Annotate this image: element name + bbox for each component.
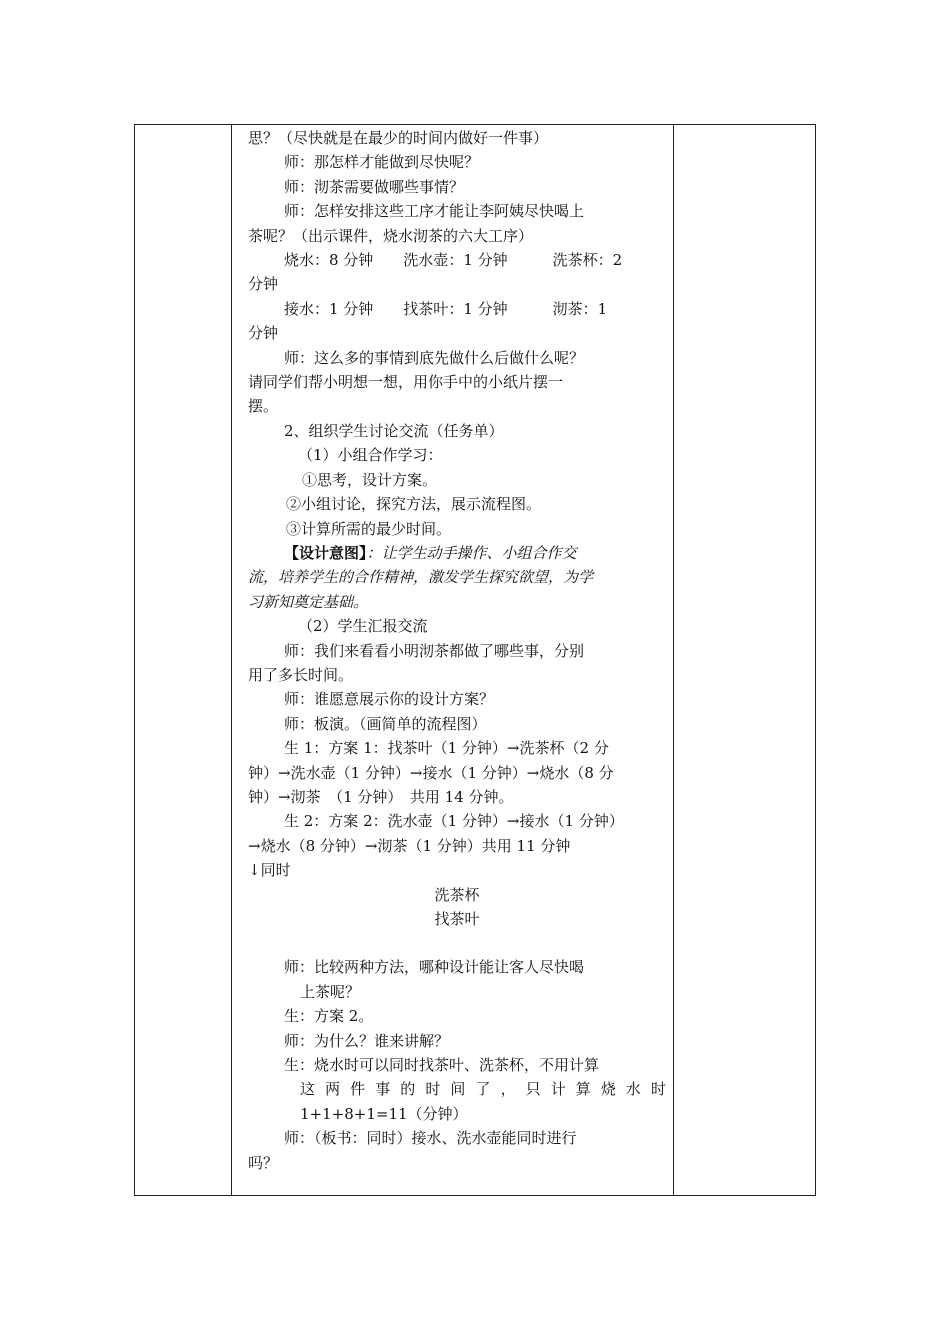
text-line: 师：这么多的事情到底先做什么后做什么呢？ bbox=[284, 348, 585, 367]
text-line: 生：烧水时可以同时找茶叶、洗茶杯，不用计算 bbox=[284, 1056, 600, 1075]
text-line: 烧水：8 分钟 洗水壶：1 分钟 洗茶杯：2 bbox=[284, 251, 623, 270]
text-line: 师：沏茶需要做哪些事情？ bbox=[284, 177, 465, 196]
text-line: 摆。 bbox=[248, 397, 279, 416]
design-intent-line: 流，培养学生的合作精神，激发学生探究欲望，为学 bbox=[248, 568, 594, 587]
flow-node: 洗茶杯 bbox=[434, 885, 480, 904]
subsection-heading: （2）学生汇报交流 bbox=[298, 617, 428, 636]
text-line: 接水：1 分钟 找茶叶：1 分钟 沏茶：1 bbox=[284, 299, 608, 318]
text-line: 师：（板书：同时）接水、洗水壶能同时进行 bbox=[284, 1129, 577, 1148]
design-intent-text: ：让学生动手操作、小组合作交 bbox=[366, 543, 577, 562]
text-line: 师：怎样安排这些工序才能让李阿姨尽快喝上 bbox=[284, 202, 585, 221]
text-line: 钟）→沏茶 （1 分钟） 共用 14 分钟。 bbox=[248, 787, 514, 806]
text-line: 师：为什么？谁来讲解？ bbox=[284, 1031, 450, 1050]
text-line: 分钟 bbox=[248, 324, 279, 343]
text-line: 用了多长时间。 bbox=[248, 665, 354, 684]
spacer bbox=[248, 931, 666, 955]
text-line: 生 2：方案 2：洗水壶（1 分钟）→接水（1 分钟） bbox=[284, 812, 624, 831]
text-line: →烧水（8 分钟）→沏茶（1 分钟）共用 11 分钟 bbox=[248, 836, 571, 855]
text-line: 师：我们来看看小明沏茶都做了哪些事，分别 bbox=[284, 641, 585, 660]
text-line: 生：方案 2。 bbox=[284, 1007, 374, 1026]
section-heading: 2、组织学生讨论交流（任务单） bbox=[284, 421, 504, 440]
text-line: ↓同时 bbox=[248, 861, 291, 880]
text-line: 1+1+8+1=11（分钟） bbox=[300, 1104, 468, 1123]
text-line: 这两件事的时间了，只计算烧水时 bbox=[300, 1080, 666, 1099]
text-line: 师：比较两种方法，哪种设计能让客人尽快喝 bbox=[284, 958, 585, 977]
text-line: 吗？ bbox=[248, 1153, 279, 1172]
text-line: 上茶呢？ bbox=[300, 982, 361, 1001]
lesson-content bbox=[248, 126, 666, 1175]
text-line: 生 1：方案 1：找茶叶（1 分钟）→洗茶杯（2 分 bbox=[284, 739, 609, 758]
list-item: ③计算所需的最少时间。 bbox=[286, 519, 452, 538]
design-intent-line: 习新知奠定基础。 bbox=[248, 592, 369, 611]
text-line: 思？（尽快就是在最少的时间内做好一件事） bbox=[248, 129, 549, 147]
subsection-heading: （1）小组合作学习： bbox=[298, 446, 443, 465]
list-item: ②小组讨论，探究方法，展示流程图。 bbox=[286, 495, 542, 514]
text-line: 分钟 bbox=[248, 275, 279, 294]
column-divider-1 bbox=[231, 125, 232, 1195]
text-line: 茶呢？（出示课件，烧水沏茶的六大工序） bbox=[248, 226, 534, 245]
text-line: 请同学们帮小明想一想，用你手中的小纸片摆一 bbox=[248, 373, 564, 392]
design-intent bbox=[248, 541, 666, 565]
column-divider-2 bbox=[673, 125, 674, 1195]
text-line: 师：那怎样才能做到尽快呢？ bbox=[284, 153, 480, 172]
text-line: 钟）→洗水壶（1 分钟）→接水（1 分钟）→烧水（8 分 bbox=[248, 763, 614, 782]
flow-node: 找茶叶 bbox=[434, 910, 480, 928]
design-intent-label: 【设计意图】 bbox=[284, 543, 367, 562]
text-line: 师：谁愿意展示你的设计方案？ bbox=[284, 690, 495, 709]
list-item: ①思考，设计方案。 bbox=[302, 470, 438, 489]
text-line: 师：板演。（画简单的流程图） bbox=[284, 714, 487, 733]
